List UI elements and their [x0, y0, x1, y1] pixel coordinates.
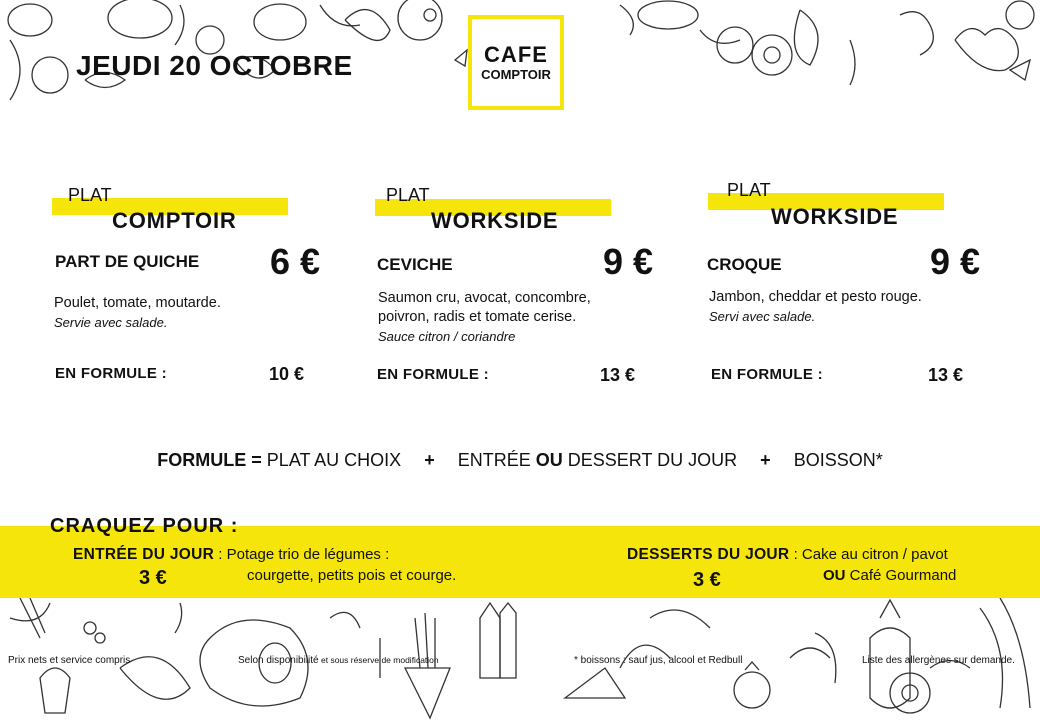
menu-date: JEUDI 20 OCTOBRE [76, 50, 353, 81]
formule-plus-1: + [424, 450, 435, 470]
plat-1-formule-label: EN FORMULE : [55, 365, 167, 382]
plat-3-dish: CROQUE [707, 255, 782, 274]
plat-2-title: WORKSIDE [431, 208, 559, 233]
plat-3-desc-italic: Servi avec salade. [709, 309, 816, 324]
plat-2-formule-label: EN FORMULE : [377, 366, 489, 383]
plat-3-formule-label: EN FORMULE : [711, 366, 823, 383]
plat-2-label: PLAT [386, 185, 430, 205]
formule-word: FORMULE [157, 450, 247, 470]
plat-1-desc-italic: Servie avec salade. [54, 315, 168, 330]
plat-2-desc-italic: Sauce citron / coriandre [378, 329, 516, 344]
dessert-text-line1: : Cake au citron / pavot [789, 546, 948, 563]
entree-text-line2: courgette, petits pois et courge. [247, 567, 457, 584]
plat-2-dish: CEVICHE [377, 255, 453, 274]
plat-3-title: WORKSIDE [771, 204, 899, 229]
formule-dessert: DESSERT DU JOUR [567, 450, 738, 470]
plat-1-price: 6 € [270, 241, 321, 282]
logo-line-comptoir: COMPTOIR [481, 67, 551, 82]
plat-3-price: 9 € [930, 241, 981, 282]
plat-3-description [709, 288, 922, 327]
formule-plus-2: + [760, 450, 771, 470]
formule-boisson: BOISSON* [793, 450, 883, 470]
plat-1-description [54, 294, 221, 333]
plat-1-title: COMPTOIR [112, 208, 237, 233]
plat-2-desc-line: poivron, radis et tomate cerise. [378, 309, 577, 325]
dessert-text-line2 [823, 567, 956, 584]
formule-explanation [0, 450, 1040, 471]
plat-1-dish: PART DE QUICHE [55, 252, 200, 271]
plat-1-desc-line: Poulet, tomate, moutarde. [54, 295, 221, 311]
entree-text-line1: : Potage trio de légumes : [214, 546, 390, 563]
footer-boissons: * boissons : sauf jus, alcool et Redbull [574, 655, 743, 666]
footer-et: et [318, 655, 331, 665]
plat-1-label: PLAT [68, 185, 112, 205]
cafe-comptoir-logo [468, 15, 564, 110]
plat-2-formule-price: 13 € [600, 365, 636, 385]
plat-3-label: PLAT [727, 180, 771, 200]
craquez-title: CRAQUEZ POUR : [50, 515, 239, 537]
plat-2-desc-line: Saumon cru, avocat, concombre, [378, 290, 591, 306]
footer-selon: Selon disponibilité [238, 655, 319, 666]
dessert-cafe-gourmand: Café Gourmand [845, 567, 957, 584]
entree-price: 3 € [139, 567, 167, 589]
logo-line-cafe: CAFE [484, 42, 548, 67]
formule-plat-au-choix: PLAT AU CHOIX [266, 450, 402, 470]
plat-2-price: 9 € [603, 241, 654, 282]
entree-label: ENTRÉE DU JOUR [73, 546, 215, 563]
formule-equals: = [251, 450, 262, 470]
dessert-price: 3 € [693, 569, 721, 591]
desserts-du-jour [627, 546, 948, 564]
dessert-ou: OU [823, 567, 846, 584]
entree-du-jour [73, 546, 389, 564]
dessert-label: DESSERTS DU JOUR [627, 546, 790, 563]
footer-allergenes: Liste des allergènes sur demande. [862, 655, 1015, 666]
footer-reserve: sous réserve de modification [330, 655, 439, 665]
plat-1-formule-price: 10 € [269, 364, 305, 384]
formule-entree: ENTRÉE [457, 450, 531, 470]
footer-prix-nets: Prix nets et service compris [8, 655, 131, 666]
plat-3-formule-price: 13 € [928, 365, 964, 385]
plat-2-description [378, 289, 591, 347]
plat-3-desc-line: Jambon, cheddar et pesto rouge. [709, 289, 922, 305]
footer-disponibilite [238, 655, 439, 666]
formule-ou: OU [535, 450, 563, 470]
